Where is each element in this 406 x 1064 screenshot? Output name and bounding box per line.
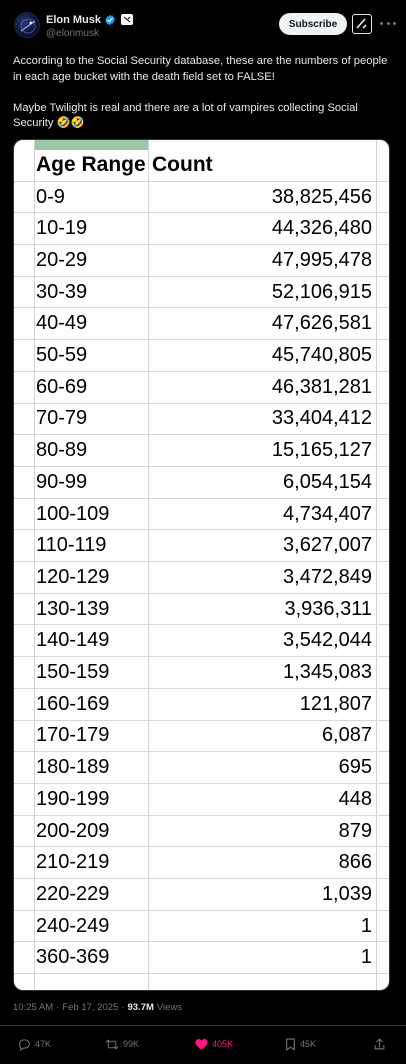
count-cell: 879 [338, 819, 372, 842]
table-header-row [14, 150, 390, 182]
age-range-cell: 10-19 [36, 217, 88, 240]
author-display-name[interactable]: Elon Musk [46, 13, 102, 26]
tweet-date[interactable]: Feb 17, 2025 [62, 1002, 119, 1013]
table-row [14, 721, 390, 753]
count-cell: 46,381,281 [271, 375, 372, 398]
count-cell: 38,825,456 [271, 185, 372, 208]
age-range-cell: 100-109 [36, 502, 110, 525]
age-range-cell: 50-59 [36, 344, 88, 367]
divider [0, 1025, 406, 1026]
count-cell: 6,087 [321, 724, 372, 747]
age-range-cell: 90-99 [36, 470, 88, 493]
tweet-header [0, 0, 406, 48]
count-cell: 866 [338, 851, 372, 874]
count-cell: 47,626,581 [271, 312, 372, 335]
table-row [14, 879, 390, 911]
age-range-cell: 130-139 [36, 597, 110, 620]
tweet-image[interactable] [13, 139, 390, 991]
table-row [14, 213, 390, 245]
age-range-cell: 240-249 [36, 914, 110, 937]
table-row [14, 372, 390, 404]
tweet-text-line-1: According to the Social Security database, these are the numbers of people in each age bucket with the death field set to FALSE! [13, 55, 388, 83]
reply-button[interactable] [18, 1034, 51, 1054]
age-range-cell: 70-79 [36, 407, 88, 430]
count-cell: 448 [338, 787, 372, 810]
reply-icon [18, 1038, 31, 1051]
age-range-cell: 20-29 [36, 248, 88, 271]
age-range-cell: 120-129 [36, 565, 110, 588]
count-cell: 3,542,044 [283, 629, 372, 652]
age-range-cell: 30-39 [36, 280, 88, 303]
table-row [14, 404, 390, 436]
action-bar [0, 1034, 406, 1054]
table-row [14, 309, 390, 341]
table-row [14, 562, 390, 594]
meta-separator: · [56, 1002, 60, 1013]
repost-icon [105, 1038, 119, 1051]
table-row [14, 911, 390, 943]
like-count: 405K [212, 1039, 234, 1049]
avatar-image-icon [15, 13, 40, 38]
table-row [14, 277, 390, 309]
share-button[interactable] [373, 1034, 386, 1054]
table-row [14, 594, 390, 626]
tweet-meta [13, 1002, 182, 1013]
table-row [14, 435, 390, 467]
table-header-accent [34, 140, 149, 150]
like-button[interactable] [195, 1034, 233, 1054]
author-handle[interactable]: @elonmusk [46, 28, 99, 39]
tweet-time[interactable]: 10:25 AM [13, 1002, 54, 1013]
count-cell: 1 [360, 946, 372, 969]
age-range-cell: 210-219 [36, 851, 110, 874]
views-count: 93.7M [127, 1002, 154, 1013]
age-range-cell: 40-49 [36, 312, 88, 335]
table-header-count: Count [152, 153, 213, 177]
table-row [14, 499, 390, 531]
age-range-cell: 180-189 [36, 756, 110, 779]
table-row [14, 626, 390, 658]
author-info [46, 12, 133, 39]
repost-button[interactable] [105, 1034, 139, 1054]
author-name-row [46, 12, 133, 27]
age-range-cell: 170-179 [36, 724, 110, 747]
count-cell: 33,404,412 [271, 407, 372, 430]
age-range-cell: 220-229 [36, 882, 110, 905]
count-cell: 47,995,478 [271, 248, 372, 271]
table-header-age-range: Age Range [36, 153, 146, 177]
count-cell: 3,472,849 [283, 565, 372, 588]
bookmark-count: 45K [300, 1039, 317, 1049]
grok-icon[interactable] [352, 14, 372, 34]
table-row [14, 752, 390, 784]
table-row [14, 816, 390, 848]
reply-count: 47K [35, 1039, 52, 1049]
count-cell: 695 [338, 756, 372, 779]
count-cell: 3,627,007 [283, 534, 372, 557]
age-range-cell: 110-119 [36, 534, 107, 557]
bookmark-icon [285, 1038, 296, 1051]
table-row [14, 467, 390, 499]
age-range-cell: 200-209 [36, 819, 110, 842]
count-cell: 1,039 [321, 882, 372, 905]
table-row [14, 943, 390, 975]
age-range-cell: 190-199 [36, 787, 110, 810]
count-cell: 52,106,915 [271, 280, 372, 303]
subscribe-button[interactable]: Subscribe [279, 13, 347, 35]
count-cell: 1,345,083 [283, 661, 372, 684]
affiliation-badge-icon[interactable] [121, 14, 133, 25]
count-cell: 121,807 [299, 692, 372, 715]
age-range-cell: 140-149 [36, 629, 110, 652]
views-label: Views [156, 1002, 183, 1013]
avatar[interactable] [14, 12, 40, 38]
verified-badge-icon[interactable] [104, 14, 116, 26]
repost-count: 99K [123, 1039, 140, 1049]
age-range-cell: 160-169 [36, 692, 110, 715]
table-row [14, 245, 390, 277]
bookmark-button[interactable] [285, 1034, 316, 1054]
count-cell: 1 [360, 914, 372, 937]
age-range-cell: 150-159 [36, 661, 110, 684]
table-row [14, 689, 390, 721]
more-options-icon[interactable] [380, 17, 396, 29]
age-range-cell: 80-89 [36, 439, 88, 462]
count-cell: 3,936,311 [284, 597, 372, 620]
table-row [14, 657, 390, 689]
age-range-cell: 0-9 [36, 185, 65, 208]
tweet-text-line-2: Maybe Twilight is real and there are a lot of vampires collecting Social Security 🤣🤣 [13, 101, 358, 129]
count-cell: 15,165,127 [271, 439, 372, 462]
tweet-text [13, 54, 398, 132]
age-range-cell: 360-369 [36, 946, 110, 969]
age-range-cell: 60-69 [36, 375, 88, 398]
table-row [14, 182, 390, 214]
count-cell: 45,740,805 [271, 344, 372, 367]
table-row [14, 530, 390, 562]
count-cell: 6,054,154 [283, 470, 372, 493]
count-cell: 44,326,480 [271, 217, 372, 240]
share-icon [373, 1038, 386, 1051]
meta-separator: · [121, 1002, 125, 1013]
heart-filled-icon [195, 1038, 208, 1050]
table-row [14, 340, 390, 372]
table-row [14, 784, 390, 816]
count-cell: 4,734,407 [283, 502, 372, 525]
table-row [14, 847, 390, 879]
